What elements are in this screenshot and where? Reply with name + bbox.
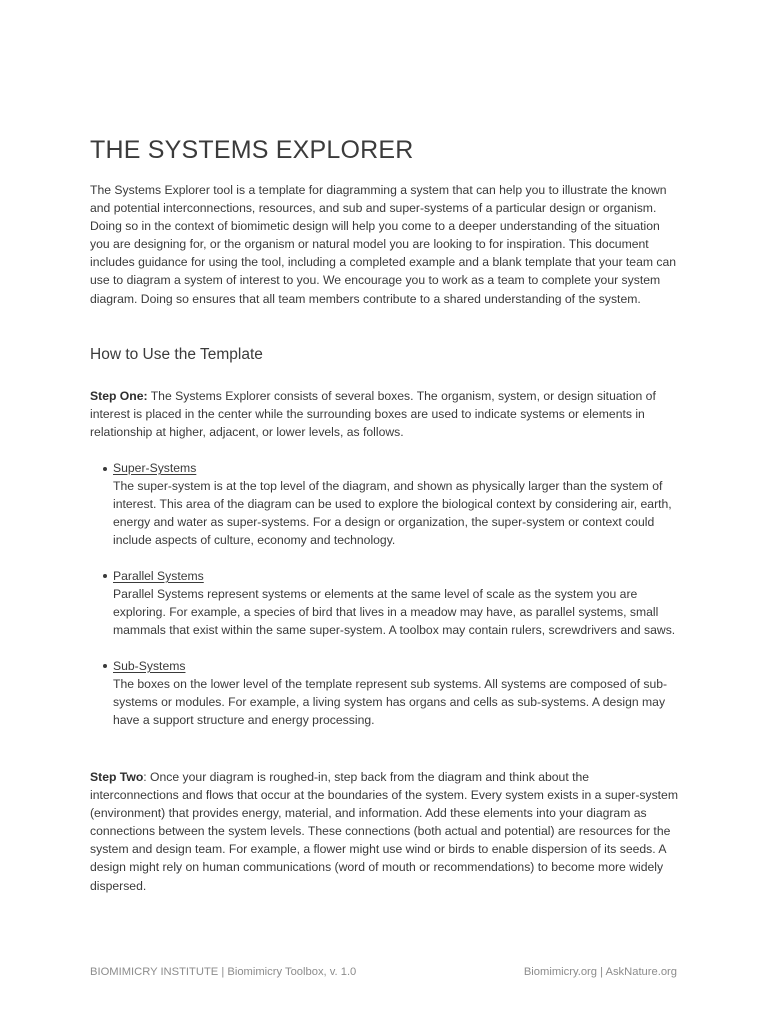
step-two-label: Step Two [90, 770, 144, 784]
step-two-text: : Once your diagram is roughed-in, step back from the diagram and think about the interconnections and flows that occur at the boundaries of the system. Every system exists in a super-system (environment) that provides energy, material, and information. Add these elements into your diagram as connections between the system levels. These connections (both actual and potential) are resources for the system and design team. For example, a flower might use wind or birds to enable dispersion of its seeds. A design might rely on human communications (word of mouth or recommendations) to become more widely dispersed. [90, 770, 678, 893]
bullet-body: The boxes on the lower level of the template represent sub systems. All systems are composed of sub-systems or modules. For example, a living system has organs and cells as sub-systems. A design may have a support structure and energy processing. [113, 676, 668, 728]
systems-bullet-list [90, 459, 680, 747]
bullet-heading: Sub-Systems [113, 658, 186, 673]
footer-right-text: Biomimicry.org | AskNature.org [523, 966, 677, 978]
step-two-paragraph [90, 768, 680, 895]
page-title: THE SYSTEMS EXPLORER [90, 136, 414, 164]
bullet-heading: Super-Systems [113, 461, 197, 475]
step-one-text: The Systems Explorer consists of several boxes. The organism, system, or design situation of interest is placed in the center while the surrounding boxes are used to indicate systems or elements in relationship at higher, adjacent, or lower levels, as follows. [90, 389, 656, 440]
list-item-parallel-systems [90, 567, 680, 639]
bullet-heading: Parallel Systems [113, 568, 204, 583]
list-item-sub-systems [90, 657, 680, 729]
intro-paragraph: The Systems Explorer tool is a template for diagramming a system that can help you to illustrate the known and potential interconnections, resources, and sub and super-systems of a particular design or organism. Doing so in the context of biomimetic design will help you come to a deeper understanding of the situation you are designing for, or the organism or natural model you are looking to for inspiration. This document includes guidance for using the tool, including a completed example and a blank template that your team can use to diagram a system of interest to you. We encourage you to work as a team to complete your system diagram. Doing so ensures that all team members contribute to a shared understanding of the system. [90, 183, 677, 306]
footer-left-text: BIOMIMICRY INSTITUTE | Biomimicry Toolbox, v. 1.0 [90, 966, 357, 978]
step-one-paragraph [90, 387, 680, 441]
bullet-body: The super-system is at the top level of the diagram, and shown as physically larger than the system of interest. This area of the diagram can be used to explore the biological context by considering air, earth, energy and water as super-systems. For a design or organization, the super-system or context could include aspects of culture, economy and technology. [113, 479, 672, 548]
section-heading: How to Use the Template [90, 346, 263, 363]
bullet-body: Parallel Systems represent systems or elements at the same level of scale as the system you are exploring. For example, a species of bird that lives in a meadow may have, as parallel systems, small mammals that exist within the same super-system. A toolbox may contain rulers, screwdrivers and saws. [113, 587, 676, 638]
step-one-label: Step One: [90, 389, 148, 403]
list-item-super-systems [90, 459, 680, 549]
